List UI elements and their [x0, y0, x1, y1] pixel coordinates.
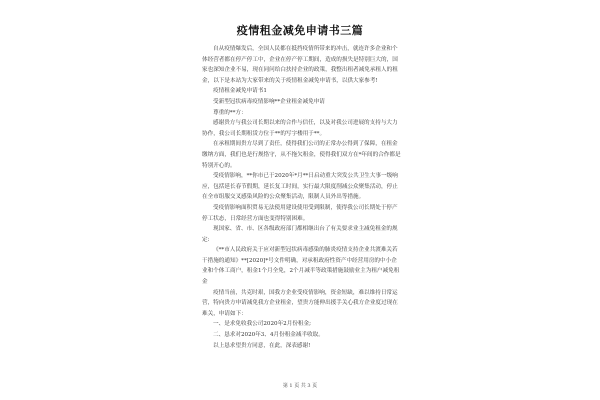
- request-item: 二、恳求对2020年3、4月份租金减半收取。: [213, 332, 324, 339]
- body-paragraph: 受疫情影响面积贸易无法使用建设使用受到限制，使得我公司长期处于停产停工状态，日常经营方面也变得特别困难。: [202, 204, 398, 222]
- letter-salutation: 尊重的**方：: [213, 109, 247, 116]
- body-paragraph: 感谢贵方与我公司长期以来的合作与信任，以及对我公司进展的支持与大力协作，我公司长期租赁方位于**的写字楼用于**。: [202, 120, 398, 137]
- body-paragraph: 在承租期间贵方尽到了责任，使得我们公司的正常办公得到了保障，在租金缴纳方面，我们也是行规恪守，从不拖欠租金，使得我们双方在*年间的合作都是特别开心的。: [202, 141, 401, 169]
- closing-line: 以上恳求望贵方同意，在此，深表感谢!: [213, 342, 311, 349]
- request-item: 一、是求免收我公司2020年2月份租金;: [213, 321, 311, 328]
- body-paragraph: 受疫情影响，**你市已于2020年*月**日启动重大突发公共卫生大事一级响应，包括延长春节假期，延长复工时间，实行最大限度削减公众聚集活动，停止在全市组服交叉感染风险的公众聚集活动，限制人员外出等措施。: [202, 173, 398, 201]
- body-paragraph: 疫情当前，共克时艰，国我方企业受疫情影响，资金短缺，难以维持日常运营，特向贵方申请减免我方企业租金，望贵方能伸出援手关心我方企业度过现在难关，申请如下：: [202, 289, 398, 317]
- page-number: 第 1 页 共 3 页: [282, 383, 318, 389]
- document-title: 疫情租金减免申请书三篇: [236, 24, 364, 37]
- intro-paragraph: 自从疫情爆发后，全国人民都在抵挡疫情所带来的冲击，就连许多企业和个体经营者都在停产停工中，企业在停产停工期间，造成的损失是特别巨大的，国家也深知企业不易，现在同问给白扶持企业的政策，我整出租者减免承租人的租金，以下是本站为大家带来的关于疫情租金减免申请书，以供大家参考!: [202, 46, 398, 84]
- body-paragraph: 《**市人民政府关于应对新型冠状病毒感染的肺炎疫情支持企业共渡难关若干措施的通知》**[2020]*号文件明确，对承租政府性资产中经营用房的中小企业和个体工商户，租金1个月全免，2个月减半等政策措施鼓励业主为租户减免租金: [202, 247, 400, 286]
- section-heading: 疫情租金减免申请书1: [213, 88, 267, 95]
- letter-subject: 受新型冠状病毒疫情影响**企业租金减免申请: [213, 98, 325, 105]
- document-body: [202, 44, 402, 351]
- body-paragraph: 现国家、省、市、区各级政府部门都相继出台了有关要求业主减免租金的规定:: [202, 226, 398, 243]
